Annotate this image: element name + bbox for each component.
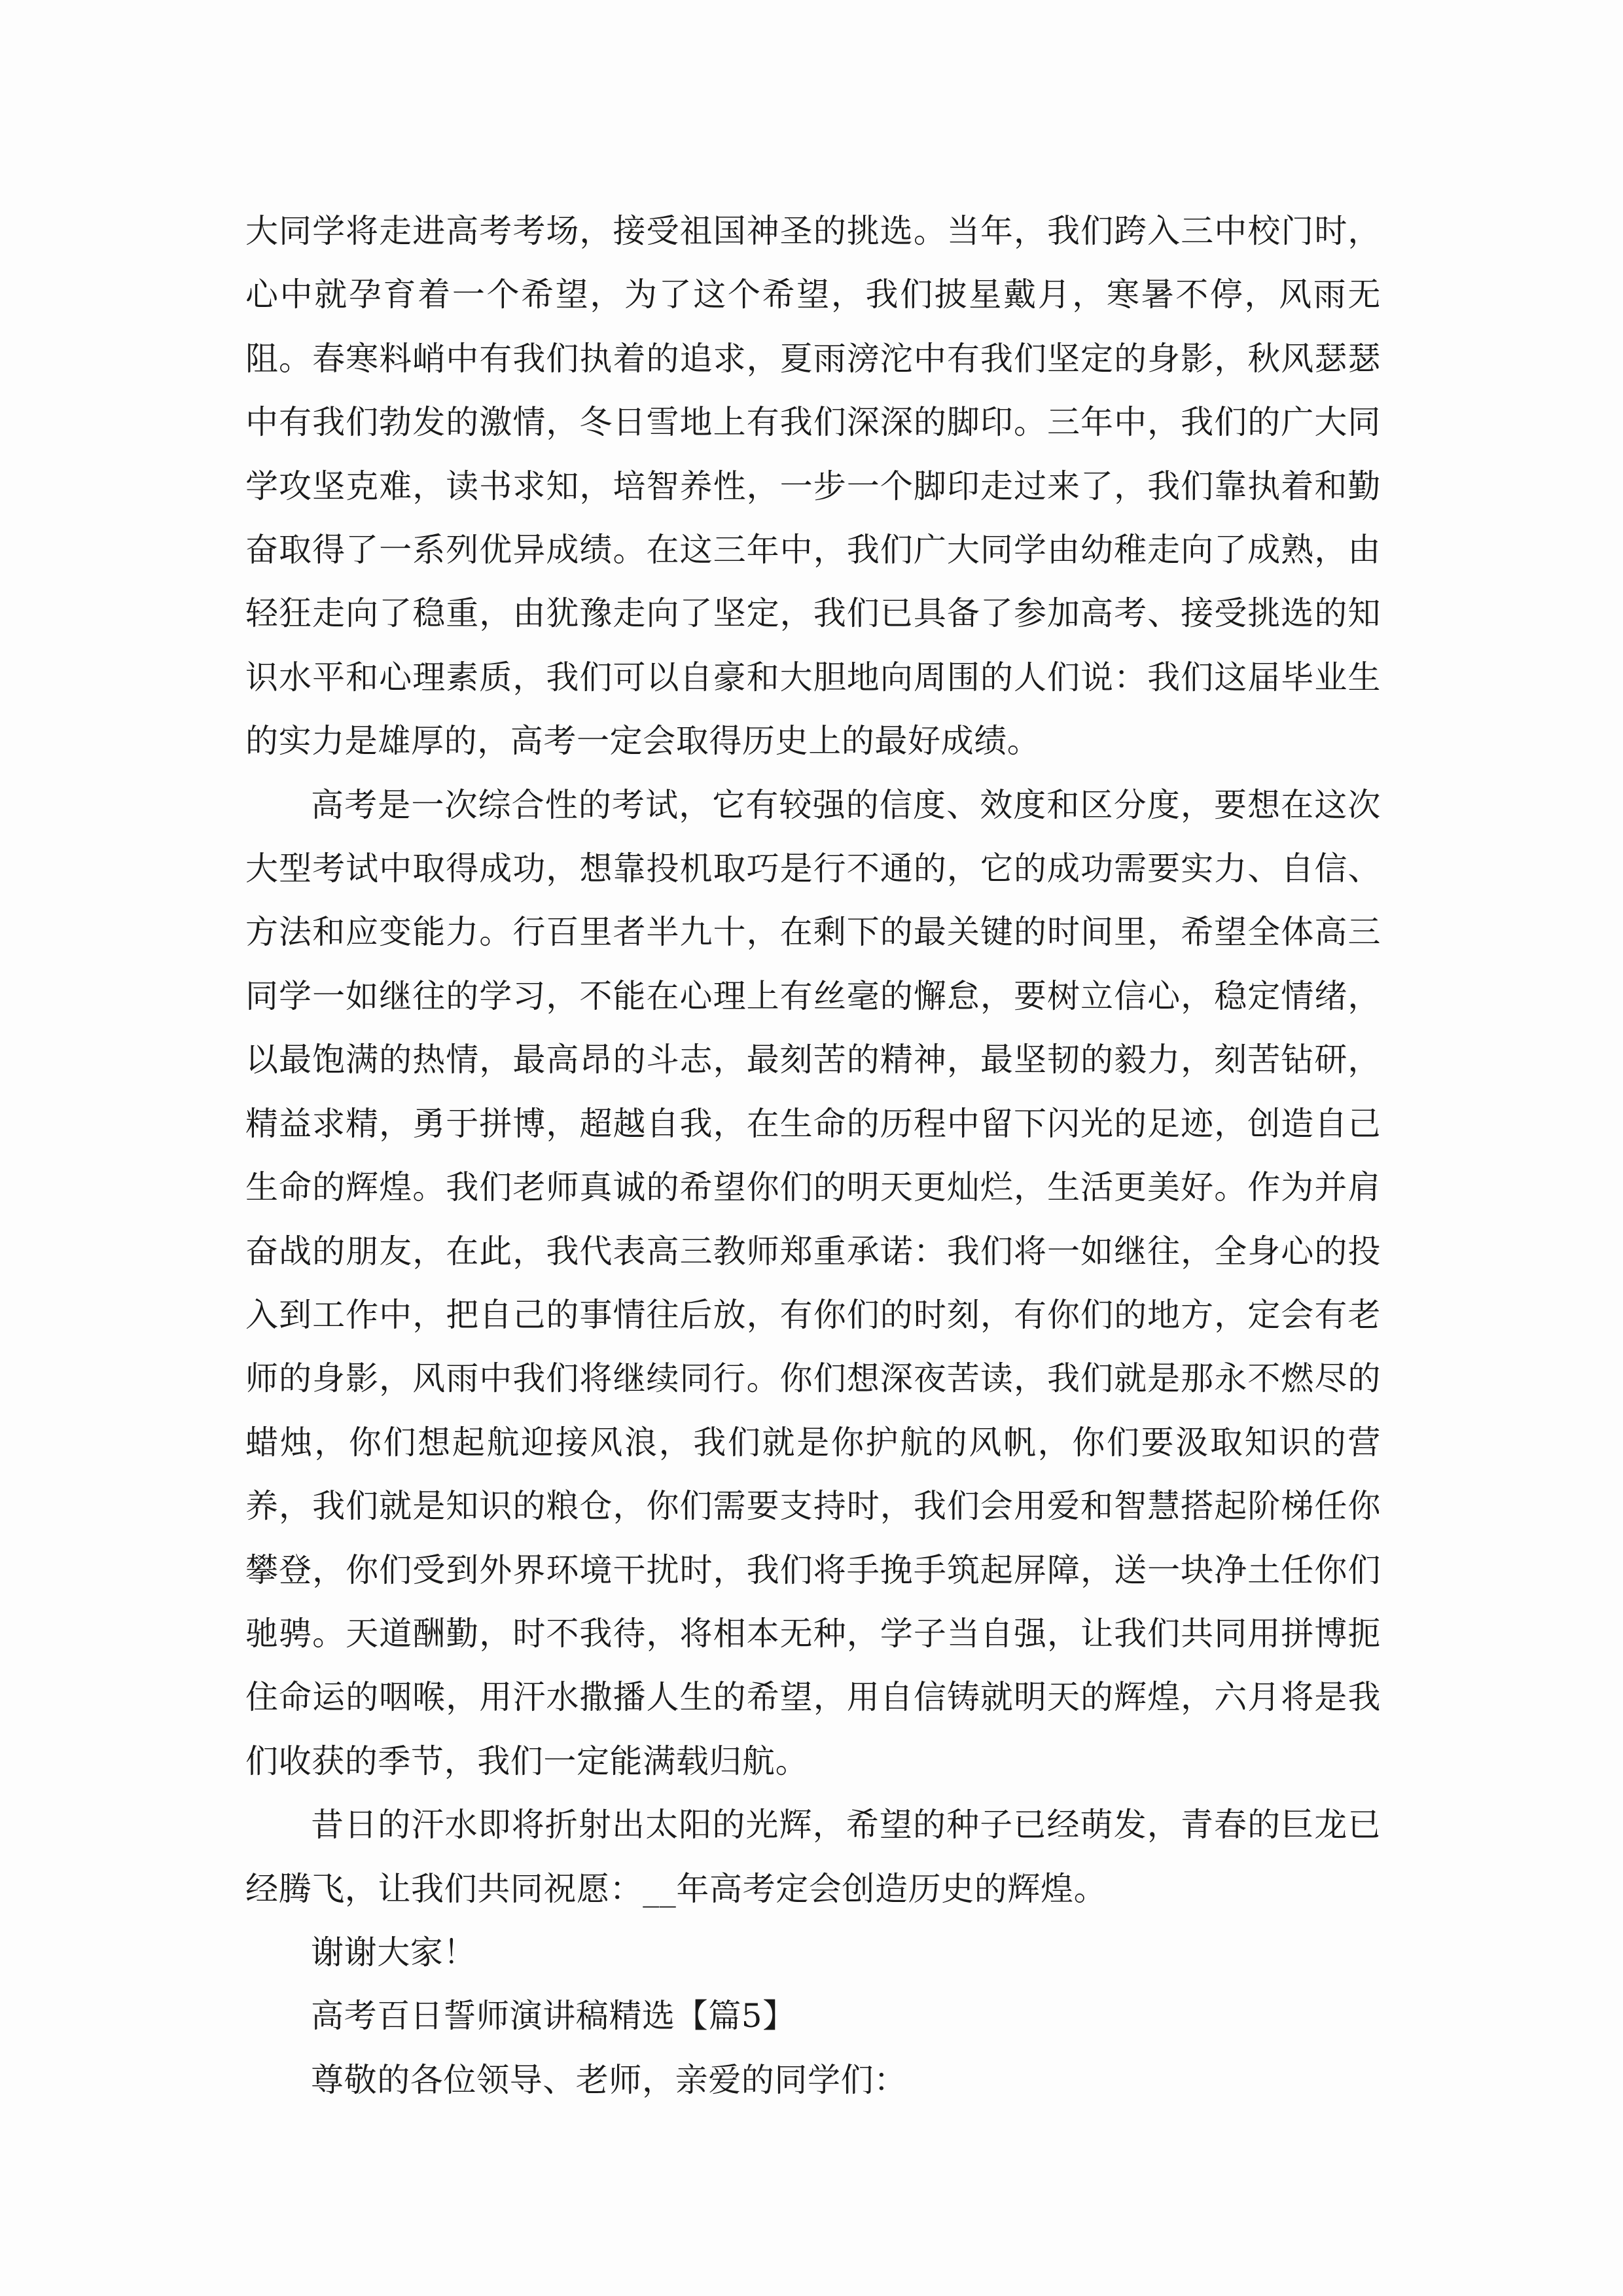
- document-body: [245, 200, 1381, 2112]
- section-heading: 高考百日誓师演讲稿精选【篇5】: [311, 1997, 796, 2036]
- body-paragraph-3: 昔日的汗水即将折射出太阳的光辉，希望的种子已经萌发，青春的巨龙已经腾飞，让我们共同祝愿：__年高考定会创造历史的辉煌。: [245, 1806, 1381, 1908]
- thanks-line: 谢谢大家！: [311, 1933, 476, 1971]
- body-paragraph-2: 高考是一次综合性的考试，它有较强的信度、效度和区分度，要想在这次大型考试中取得成功，想靠投机取巧是行不通的，它的成功需要实力、自信、方法和应变能力。行百里者半九十，在剩下的最关键的时间里，希望全体高三同学一如继往的学习，不能在心理上有丝毫的懈怠，要树立信心，稳定情绪，以最饱满的热情，最高昂的斗志，最刻苦的精神，最坚韧的毅力，刻苦钻研，精益求精，勇于拼博，超越自我，在生命的历程中留下闪光的足迹，创造自己生命的辉煌。我们老师真诚的希望你们的明天更灿烂，生活更美好。作为并肩奋战的朋友，在此，我代表高三教师郑重承诺：我们将一如继往，全身心的投入到工作中，把自己的事情往后放，有你们的时刻，有你们的地方，定会有老师的身影，风雨中我们将继续同行。你们想深夜苦读，我们就是那永不燃尽的蜡烛，你们想起航迎接风浪，我们就是你护航的风帆，你们要汲取知识的营养，我们就是知识的粮仓，你们需要支持时，我们会用爱和智慧搭起阶梯任你攀登，你们受到外界环境干扰时，我们将手挽手筑起屏障，送一块净土任你们驰骋。天道酬勤，时不我待，将相本无种，学子当自强，让我们共同用拼博扼住命运的咽喉，用汗水撒播人生的希望，用自信铸就明天的辉煌，六月将是我们收获的季节，我们一定能满载归航。: [245, 785, 1381, 1780]
- salutation-line: 尊敬的各位领导、老师，亲爱的同学们：: [311, 2060, 907, 2099]
- body-paragraph-1: 大同学将走进高考考场，接受祖国神圣的挑选。当年，我们跨入三中校门时，心中就孕育着一个希望，为了这个希望，我们披星戴月，寒暑不停，风雨无阻。春寒料峭中有我们执着的追求，夏雨滂沱中有我们坚定的身影，秋风瑟瑟中有我们勃发的激情，冬日雪地上有我们深深的脚印。三年中，我们的广大同学攻坚克难，读书求知，培智养性，一步一个脚印走过来了，我们靠执着和勤奋取得了一系列优异成绩。在这三年中，我们广大同学由幼稚走向了成熟，由轻狂走向了稳重，由犹豫走向了坚定，我们已具备了参加高考、接受挑选的知识水平和心理素质，我们可以自豪和大胆地向周围的人们说：我们这届毕业生的实力是雄厚的，高考一定会取得历史上的最好成绩。: [245, 212, 1381, 761]
